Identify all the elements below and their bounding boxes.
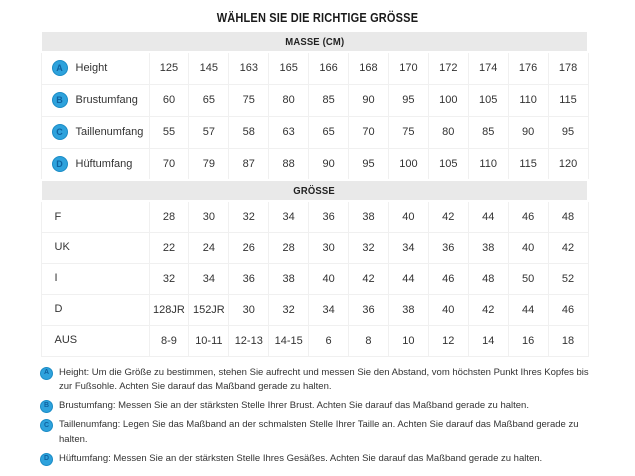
value-cell: 176 <box>508 52 548 84</box>
value-cell: 36 <box>309 201 349 232</box>
footnote <box>40 366 602 395</box>
value-cell: 55 <box>149 116 189 148</box>
value-cell: 115 <box>548 84 588 116</box>
value-cell: 42 <box>428 201 468 232</box>
row-label-cell <box>41 263 149 294</box>
value-cell: 34 <box>309 294 349 325</box>
table-row <box>41 201 588 232</box>
value-cell: 38 <box>269 263 309 294</box>
value-cell: 90 <box>349 84 389 116</box>
footnote-text: Taillenumfang: Legen Sie das Maßband an der schmalsten Stelle Ihrer Taille an. Achten Sie darauf das Maßband gerade zu halten. <box>59 419 579 445</box>
value-cell: 46 <box>428 263 468 294</box>
value-cell: 80 <box>269 84 309 116</box>
value-cell: 145 <box>189 52 229 84</box>
value-cell: 30 <box>189 201 229 232</box>
section-header-label: GRÖSSE <box>293 184 336 197</box>
letter-badge-icon: B <box>40 400 53 413</box>
value-cell: 170 <box>388 52 428 84</box>
value-cell: 40 <box>309 263 349 294</box>
table-row <box>41 52 588 84</box>
footnote-text: Hüftumfang: Messen Sie an der stärksten Stelle Ihres Gesäßes. Achten Sie darauf das Maßband gerade zu halten. <box>59 452 543 464</box>
table-row <box>41 232 588 263</box>
value-cell: 8 <box>349 325 389 356</box>
letter-badge-icon: D <box>40 453 53 466</box>
value-cell: 24 <box>189 232 229 263</box>
value-cell: 36 <box>428 232 468 263</box>
value-cell: 63 <box>269 116 309 148</box>
value-cell: 38 <box>468 232 508 263</box>
letter-badge-icon: C <box>52 124 68 140</box>
value-cell: 105 <box>468 84 508 116</box>
value-cell: 88 <box>269 148 309 180</box>
value-cell: 75 <box>388 116 428 148</box>
value-cell: 85 <box>468 116 508 148</box>
value-cell: 8-9 <box>149 325 189 356</box>
section-header-row <box>41 180 588 201</box>
letter-badge-icon: A <box>52 60 68 76</box>
row-label: UK <box>54 241 70 254</box>
value-cell: 110 <box>468 148 508 180</box>
value-cell: 75 <box>229 84 269 116</box>
value-cell: 70 <box>349 116 389 148</box>
groesse-header <box>41 180 588 201</box>
value-cell: 40 <box>388 201 428 232</box>
row-label: F <box>54 210 62 223</box>
value-cell: 34 <box>269 201 309 232</box>
row-label: Hüftumfang <box>75 157 133 170</box>
value-cell: 28 <box>149 201 189 232</box>
value-cell: 87 <box>229 148 269 180</box>
value-cell: 42 <box>349 263 389 294</box>
row-label-cell <box>41 148 149 180</box>
row-label-cell <box>41 116 149 148</box>
value-cell: 152JR <box>189 294 229 325</box>
page-title <box>0 0 635 24</box>
row-label-cell <box>41 325 149 356</box>
section-header-label: MASSE (CM) <box>284 35 345 48</box>
value-cell: 12-13 <box>229 325 269 356</box>
value-cell: 90 <box>508 116 548 148</box>
value-cell: 32 <box>229 201 269 232</box>
row-label-cell <box>41 84 149 116</box>
value-cell: 22 <box>149 232 189 263</box>
value-cell: 100 <box>428 84 468 116</box>
value-cell: 6 <box>309 325 349 356</box>
value-cell: 48 <box>468 263 508 294</box>
letter-badge-icon: B <box>52 92 68 108</box>
value-cell: 90 <box>309 148 349 180</box>
value-cell: 174 <box>468 52 508 84</box>
row-label: D <box>54 303 63 316</box>
masse-header <box>41 31 588 52</box>
value-cell: 168 <box>349 52 389 84</box>
value-cell: 100 <box>388 148 428 180</box>
value-cell: 95 <box>388 84 428 116</box>
row-label-cell <box>41 294 149 325</box>
value-cell: 163 <box>229 52 269 84</box>
value-cell: 95 <box>349 148 389 180</box>
row-label: I <box>54 272 58 285</box>
value-cell: 44 <box>468 201 508 232</box>
value-cell: 58 <box>229 116 269 148</box>
row-label: AUS <box>54 334 78 347</box>
value-cell: 12 <box>428 325 468 356</box>
value-cell: 105 <box>428 148 468 180</box>
value-cell: 48 <box>548 201 588 232</box>
table-row <box>41 263 588 294</box>
value-cell: 32 <box>269 294 309 325</box>
section-header-row <box>41 31 588 52</box>
table-row <box>41 325 588 356</box>
value-cell: 14-15 <box>269 325 309 356</box>
footnotes <box>40 366 602 467</box>
value-cell: 44 <box>388 263 428 294</box>
value-cell: 26 <box>229 232 269 263</box>
value-cell: 128JR <box>149 294 189 325</box>
row-label-cell <box>41 201 149 232</box>
value-cell: 10 <box>388 325 428 356</box>
value-cell: 32 <box>349 232 389 263</box>
value-cell: 42 <box>548 232 588 263</box>
value-cell: 34 <box>388 232 428 263</box>
footnote <box>40 452 602 466</box>
value-cell: 57 <box>189 116 229 148</box>
page-title-text: WÄHLEN SIE DIE RICHTIGE GRÖSSE <box>216 11 419 25</box>
footnote-text: Height: Um die Größe zu bestimmen, stehen Sie aufrecht und messen Sie den Abstand, vom höchsten Punkt Ihres Kopfes bis zur Fußsohle. Achten Sie darauf das Maßband gerade zu halten. <box>59 366 589 392</box>
value-cell: 38 <box>388 294 428 325</box>
row-label: Brustumfang <box>75 94 138 106</box>
value-cell: 10-11 <box>189 325 229 356</box>
row-label-cell <box>41 52 149 84</box>
value-cell: 18 <box>548 325 588 356</box>
value-cell: 178 <box>548 52 588 84</box>
table-row <box>41 148 588 180</box>
value-cell: 125 <box>149 52 189 84</box>
value-cell: 16 <box>508 325 548 356</box>
value-cell: 85 <box>309 84 349 116</box>
value-cell: 110 <box>508 84 548 116</box>
value-cell: 14 <box>468 325 508 356</box>
value-cell: 38 <box>349 201 389 232</box>
value-cell: 50 <box>508 263 548 294</box>
value-cell: 165 <box>269 52 309 84</box>
size-chart <box>40 30 589 357</box>
value-cell: 44 <box>508 294 548 325</box>
footnote <box>40 399 602 413</box>
row-label: Height <box>75 62 108 75</box>
value-cell: 120 <box>548 148 588 180</box>
value-cell: 40 <box>428 294 468 325</box>
size-table <box>40 30 589 357</box>
table-row <box>41 294 588 325</box>
value-cell: 40 <box>508 232 548 263</box>
value-cell: 65 <box>189 84 229 116</box>
value-cell: 95 <box>548 116 588 148</box>
value-cell: 60 <box>149 84 189 116</box>
value-cell: 65 <box>309 116 349 148</box>
value-cell: 115 <box>508 148 548 180</box>
value-cell: 30 <box>229 294 269 325</box>
value-cell: 80 <box>428 116 468 148</box>
value-cell: 46 <box>548 294 588 325</box>
footnote <box>40 418 602 447</box>
value-cell: 172 <box>428 52 468 84</box>
letter-badge-icon: C <box>40 419 53 432</box>
value-cell: 34 <box>189 263 229 294</box>
table-row <box>41 116 588 148</box>
row-label-cell <box>41 232 149 263</box>
value-cell: 79 <box>189 148 229 180</box>
value-cell: 36 <box>229 263 269 294</box>
value-cell: 36 <box>349 294 389 325</box>
value-cell: 42 <box>468 294 508 325</box>
letter-badge-icon: D <box>52 156 68 172</box>
row-label: Taillenumfang <box>75 126 144 138</box>
value-cell: 70 <box>149 148 189 180</box>
value-cell: 166 <box>309 52 349 84</box>
value-cell: 46 <box>508 201 548 232</box>
value-cell: 30 <box>309 232 349 263</box>
value-cell: 52 <box>548 263 588 294</box>
value-cell: 32 <box>149 263 189 294</box>
footnote-text: Brustumfang: Messen Sie an der stärksten Stelle Ihrer Brust. Achten Sie darauf das Maßband gerade zu halten. <box>59 400 529 411</box>
letter-badge-icon: A <box>40 367 53 380</box>
value-cell: 28 <box>269 232 309 263</box>
table-row <box>41 84 588 116</box>
